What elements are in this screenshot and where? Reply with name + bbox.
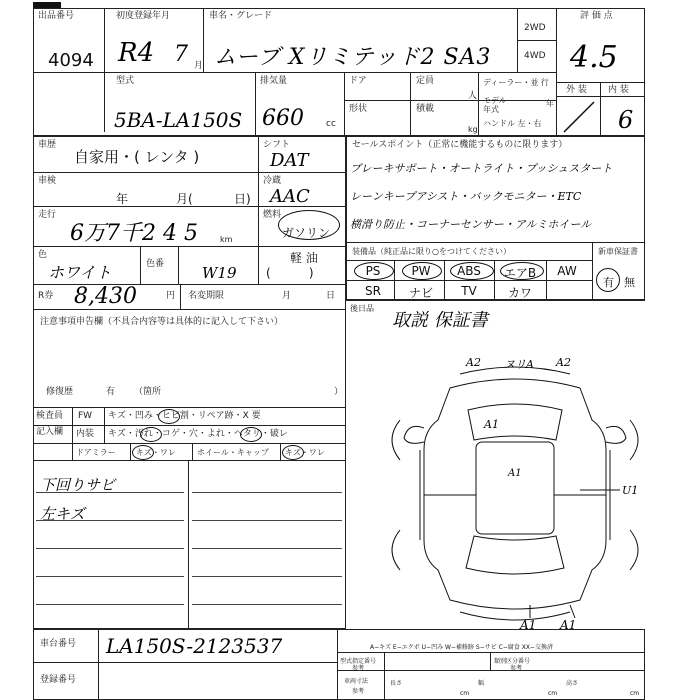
equip-navi: ナビ xyxy=(408,286,433,300)
after-items-label: 後日品 xyxy=(350,304,374,313)
sales-point-2: レーンキープアシスト・バックモニター・ETC xyxy=(350,190,582,203)
history-value: 自家用・( レンタ ) xyxy=(74,148,200,166)
color-label: 色 xyxy=(38,250,48,260)
pw-circle xyxy=(402,262,442,280)
sales-points-label: セールスポイント（正常に機能するものに限ります） xyxy=(352,140,568,150)
shift-value: DAT xyxy=(270,150,309,171)
fw-label: FW xyxy=(78,411,93,421)
displacement-value: 660 xyxy=(262,106,304,131)
chassis-value: LA150S-2123537 xyxy=(106,634,283,658)
car-name-label: 車名・グレード xyxy=(209,11,273,21)
interior-score: 6 xyxy=(618,106,634,134)
drive-2wd: 2WD xyxy=(524,23,546,33)
sales-point-1: ブレーキサポート・オートライト・プッシュスタート xyxy=(350,162,613,175)
color-no-label: 色番 xyxy=(146,259,165,269)
hand-note-1: 下回りサビ xyxy=(40,476,116,494)
mileage-value: 6万7千2 4 5 xyxy=(70,221,198,246)
type-cert-label: 型式指定番号 xyxy=(340,658,377,665)
equip-tv: TV xyxy=(461,284,477,298)
equip-leather: カワ xyxy=(507,286,532,300)
equip-pw: PW xyxy=(411,264,431,278)
yen-unit: 円 xyxy=(166,291,176,301)
equip-abs: ABS xyxy=(457,264,481,278)
score-label: 評 価 点 xyxy=(580,11,613,21)
airbag-circle xyxy=(500,262,544,280)
interior-row-label: 内装 xyxy=(76,429,95,439)
length-unit: cm xyxy=(460,690,470,697)
fuel-value: ガソリン xyxy=(282,226,331,240)
height-unit: cm xyxy=(630,690,640,697)
shift-label: シフト xyxy=(263,140,291,150)
mileage-label: 走行 xyxy=(38,210,57,220)
mark-a2-right: A2 xyxy=(556,356,571,369)
type-cert-sub: 参考 xyxy=(352,665,365,672)
guarantee-has: 有 xyxy=(603,276,614,289)
wheel-label: ホイール・キャップ xyxy=(197,448,269,457)
mark-a2-left: A2 xyxy=(466,356,481,369)
inspection-year: 年 xyxy=(116,192,129,206)
chassis-label: 車台番号 xyxy=(40,639,77,649)
length-label: 長さ xyxy=(390,680,403,687)
after-items-value: 取説 保証書 xyxy=(392,310,488,331)
year-unit: 年 xyxy=(546,99,554,108)
car-name: ムーブ Xリミテッド2 SA3 xyxy=(214,45,492,70)
sales-point-3: 横滑り防止・コーナーセンサー・アルミホイール xyxy=(350,218,592,231)
color-no: W19 xyxy=(202,264,237,282)
repair-place: （箇所 xyxy=(134,387,162,397)
guarantee-circle xyxy=(596,268,620,292)
size-label: 車両寸法 xyxy=(344,678,369,685)
notes-label: 注意事項申告欄（不具合内容等は具体的に記入して下さい） xyxy=(40,317,284,327)
mirror-label: ドアミラー xyxy=(76,448,116,457)
circle-mark-4 xyxy=(132,445,154,460)
price-label: R券 xyxy=(38,291,54,301)
circle-mark-2 xyxy=(140,427,162,442)
expiry-day: 日 xyxy=(326,291,336,301)
interior-items: キズ・汚れ・コゲ・穴・よれ・ヘタリ・破レ xyxy=(108,429,288,439)
repair-close: ） xyxy=(334,387,344,397)
shape-label: 形状 xyxy=(349,104,368,114)
fuel-label: 燃料 xyxy=(263,210,282,220)
drive-4wd: 4WD xyxy=(524,51,546,61)
equip-ps: PS xyxy=(365,264,381,278)
mark-a1-hood: A1 xyxy=(484,418,499,431)
equip-aw: AW xyxy=(557,264,577,278)
ac-value: AAC xyxy=(270,186,310,207)
repair-has: 有 xyxy=(106,387,116,397)
abs-circle xyxy=(450,262,494,280)
reg-month-unit: 月 xyxy=(194,61,204,71)
equipment-label: 装備品（純正品に限り○をつけてください） xyxy=(352,247,511,256)
circle-mark-5 xyxy=(282,445,304,460)
height-label: 高さ xyxy=(566,680,579,687)
model-year-label: モデル xyxy=(483,96,507,105)
capacity-unit: 人 xyxy=(468,91,478,101)
inspection-day: 日) xyxy=(234,192,251,206)
exterior-label: 外 装 xyxy=(566,85,587,95)
circle-mark-3 xyxy=(240,427,262,442)
price-value: 8,430 xyxy=(74,284,137,309)
interior-label: 内 装 xyxy=(608,85,629,95)
fw-items: キズ・凹み・ヒビ割・リペア跡・X 要 xyxy=(108,411,261,421)
mirror-items: キズ・ワレ xyxy=(136,448,176,457)
equip-sr: SR xyxy=(365,284,381,298)
equip-airbag: エアB xyxy=(503,266,537,280)
expiry-label: 名変期限 xyxy=(188,291,225,301)
class-sub: 参考 xyxy=(510,665,523,672)
inspection-label: 車検 xyxy=(38,176,57,186)
displacement-label: 排気量 xyxy=(260,76,288,86)
mark-a1-roof: A1 xyxy=(508,468,522,479)
cc-unit: cc xyxy=(326,119,336,129)
dealer-label: ディーラー・並 行 xyxy=(483,78,549,87)
km-unit: km xyxy=(220,235,233,244)
lot-label: 出品番号 xyxy=(38,11,75,21)
reg-month: 7 xyxy=(174,42,188,67)
oil-paren: ( ) xyxy=(266,266,314,280)
model-label: 型式 xyxy=(116,76,135,86)
guarantee-none: 無 xyxy=(624,276,635,289)
mark-nuri-a: ヌリA xyxy=(504,358,534,371)
reg-era: R4 xyxy=(118,38,155,68)
lot-number: 4094 xyxy=(48,50,94,71)
mark-a1-rear-left: A1 xyxy=(520,618,537,632)
reg-date-label: 初度登録年月 xyxy=(116,11,171,21)
weight-label: 積載 xyxy=(416,104,435,114)
capacity-label: 定員 xyxy=(416,76,435,86)
color-value: ホワイト xyxy=(48,263,112,282)
inspection-month: 月( xyxy=(176,192,193,206)
history-label: 車歴 xyxy=(38,140,57,150)
exterior-slash xyxy=(560,100,598,134)
kg-unit: kg xyxy=(468,125,478,134)
mark-a1-rear-right: A1 xyxy=(560,618,577,632)
inspector-label: 検査員 xyxy=(36,411,64,421)
door-label: ドア xyxy=(349,76,367,86)
wheel-items: キズ・ワレ xyxy=(285,448,325,457)
size-sub: 参考 xyxy=(352,688,365,695)
car-damage-diagram xyxy=(380,350,650,640)
score: 4.5 xyxy=(570,40,618,75)
oil-label: 軽 油 xyxy=(290,251,318,265)
fuel-circle xyxy=(278,210,340,240)
damage-legend: A−キズ E−エクボ U−凹み W−補修跡 S−サビ C−腐食 XX−交換済 xyxy=(370,644,553,651)
repair-label: 修復歴 xyxy=(46,387,74,397)
width-label: 幅 xyxy=(478,680,485,687)
circle-mark-1 xyxy=(158,409,180,424)
width-unit: cm xyxy=(548,690,558,697)
ps-circle xyxy=(354,262,394,280)
registration-label: 登録番号 xyxy=(40,675,77,685)
expiry-month: 月 xyxy=(282,291,292,301)
model-value: 5BA-LA150S xyxy=(114,108,243,132)
inspector-label-2: 記入欄 xyxy=(36,427,64,437)
handle-label: ハンドル 左・右 xyxy=(483,119,542,128)
model-year-sub: 年式 xyxy=(483,105,499,114)
class-label: 類別区分番号 xyxy=(494,658,531,665)
hand-note-2: 左キズ xyxy=(40,505,85,523)
mark-u1-side: U1 xyxy=(622,484,639,497)
new-guarantee-label: 新車保証書 xyxy=(598,247,638,256)
ac-label: 冷蔵 xyxy=(263,176,282,186)
